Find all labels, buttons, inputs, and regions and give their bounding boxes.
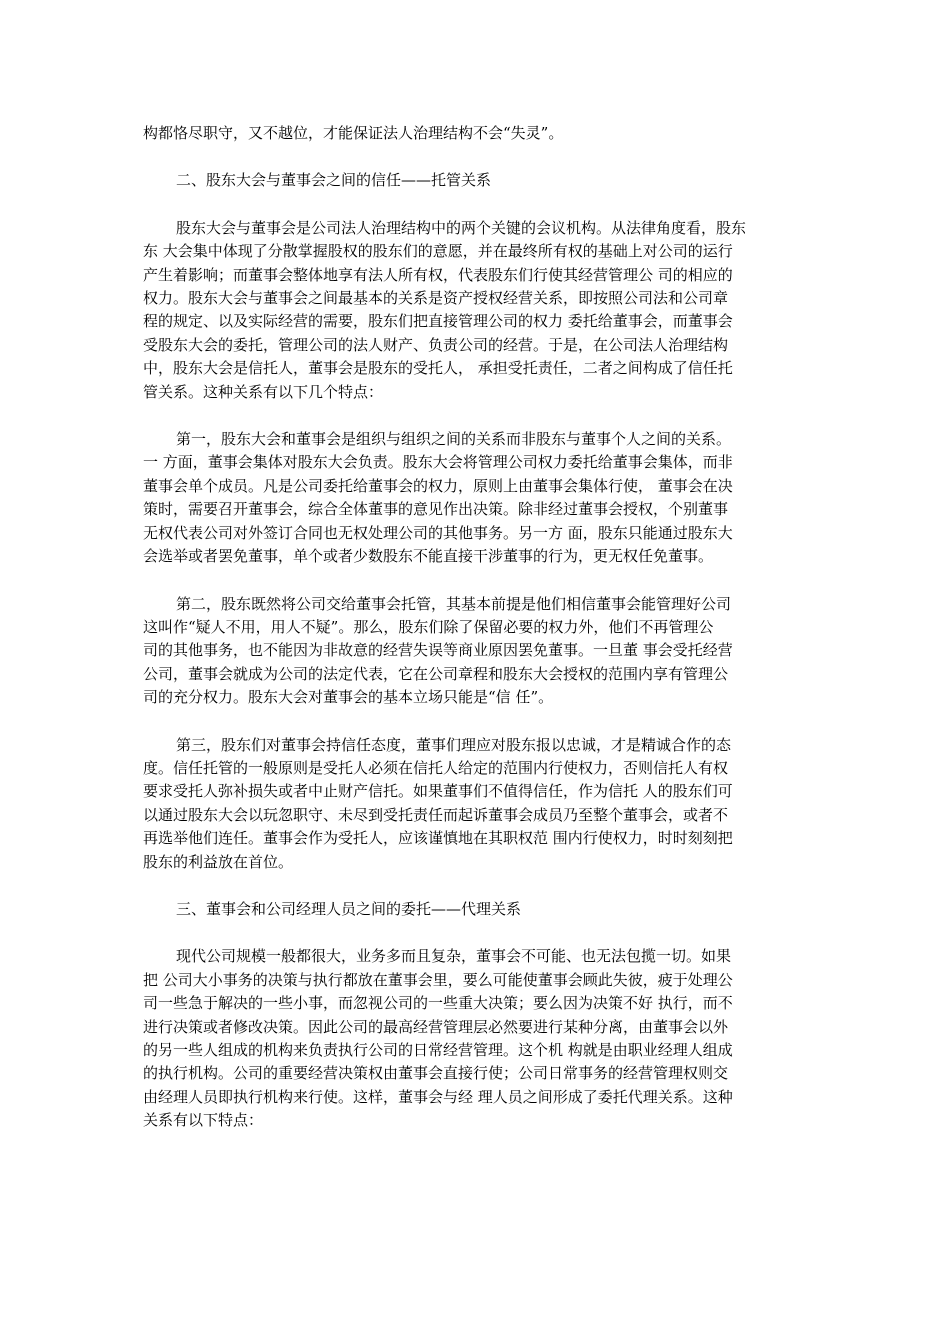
- text-line: 关系有以下特点：: [143, 1111, 264, 1130]
- text-line: 无权代表公司对外签订合同也无权处理公司的其他事务。另一方 面，股东只能通过股东大: [143, 523, 733, 542]
- text-line: 进行决策或者修改决策。因此公司的最高经营管理层必然要进行某种分离，由董事会以外: [143, 1017, 729, 1036]
- text-line: 司的充分权力。股东大会对董事会的基本立场只能是“信 任”。: [143, 688, 554, 707]
- paragraph-board-managers: [143, 945, 809, 1132]
- text-line: 中，股东大会是信托人，董事会是股东的受托人， 承担受托责任，二者之间构成了信任托: [143, 359, 733, 378]
- text-line: 权力。股东大会与董事会之间最基本的关系是资产授权经营关系，即按照公司法和公司章: [143, 289, 729, 308]
- text-line: 第二，股东既然将公司交给董事会托管，其基本前提是他们相信董事会能管理好公司: [176, 594, 732, 613]
- paragraph-third-point: [143, 734, 809, 874]
- text-line: 由经理人员即执行机构来行使。这样，董事会与经 理人员之间形成了委托代理关系。这种: [143, 1087, 733, 1106]
- text-line: 产生着影响；而董事会整体地享有法人所有权，代表股东们行使其经营管理公 司的相应的: [143, 265, 733, 284]
- text-line: 的执行机构。公司的重要经营决策权由董事会直接行使；公司日常事务的经营管理权则交: [143, 1064, 729, 1083]
- text-line: 构都恪尽职守，又不越位，才能保证法人治理结构不会“失灵”。: [143, 124, 564, 142]
- section-heading-3: [143, 898, 809, 921]
- text-line: 的另一些人组成的机构来负责执行公司的日常经营管理。这个机 构就是由职业经理人组成: [143, 1041, 733, 1059]
- text-line: 受股东大会的委托，管理公司的法人财产、负责公司的经营。于是，在公司法人治理结构: [143, 335, 729, 354]
- paragraph-continuation: [143, 122, 809, 145]
- text-line: 会选举或者罢免董事，单个或者少数股东不能直接干涉董事的行为，更无权任免董事。: [143, 547, 714, 566]
- text-line: 策时，需要召开董事会，综合全体董事的意见作出决策。除非经过董事会授权，个别董事: [143, 500, 729, 519]
- heading-text: 三、董事会和公司经理人员之间的委托——代理关系: [176, 899, 522, 918]
- text-line: 这叫作“疑人不用，用人不疑”。那么，股东们除了保留必要的权力外，他们不再管理公: [143, 617, 714, 636]
- text-line: 现代公司规模一般都很大，业务多而且复杂，董事会不可能、也无法包揽一切。如果: [176, 947, 732, 966]
- text-line: 东 大会集中体现了分散掌握股权的股东们的意愿，并在最终所有权的基础上对公司的运行: [143, 242, 733, 261]
- text-line: 把 公司大小事务的决策与执行都放在董事会里，要么可能使董事会顾此失彼，疲于处理公: [143, 970, 733, 989]
- text-line: 司的其他事务，也不能因为非故意的经营失误等商业原因罢免董事。一旦董 事会受托经营: [143, 641, 733, 660]
- text-line: 公司，董事会就成为公司的法定代表，它在公司章程和股东大会授权的范围内享有管理公: [143, 664, 729, 683]
- text-line: 一 方面，董事会集体对股东大会负责。股东大会将管理公司权力委托给董事会集体，而非: [143, 453, 733, 472]
- paragraph-first-point: [143, 428, 809, 568]
- paragraph-second-point: [143, 593, 809, 710]
- section-heading-2: [143, 169, 809, 192]
- text-line: 以通过股东大会以玩忽职守、未尽到受托责任而起诉董事会成员乃至整个董事会，或者不: [143, 805, 729, 824]
- document-page: [143, 122, 809, 1133]
- text-line: 董事会单个成员。凡是公司委托给董事会的权力，原则上由董事会集体行使， 董事会在决: [143, 476, 733, 495]
- text-line: 第三，股东们对董事会持信任态度，董事们理应对股东报以忠诚，才是精诚合作的态: [176, 735, 732, 754]
- text-line: 程的规定、以及实际经营的需要，股东们把直接管理公司的权力 委托给董事会，而董事会: [143, 312, 733, 331]
- paragraph-shareholders-board: [143, 217, 809, 404]
- text-line: 股东的利益放在首位。: [143, 852, 294, 871]
- text-line: 股东大会与董事会是公司法人治理结构中的两个关键的会议机构。从法律角度看，股东: [176, 218, 747, 237]
- text-line: 度。信任托管的一般原则是受托人必须在信托人给定的范围内行使权力，否则信托人有权: [143, 758, 729, 777]
- text-line: 司一些急于解决的一些小事，而忽视公司的一些重大决策；要么因为决策不好 执行，而不: [143, 994, 733, 1013]
- heading-text: 二、股东大会与董事会之间的信任——托管关系: [176, 171, 492, 190]
- text-line: 第一，股东大会和董事会是组织与组织之间的关系而非股东与董事个人之间的关系。: [176, 430, 732, 449]
- text-line: 要求受托人弥补损失或者中止财产信托。如果董事们不值得信任，作为信托 人的股东们可: [143, 782, 733, 801]
- text-line: 管关系。这种关系有以下几个特点：: [143, 382, 384, 401]
- text-line: 再选举他们连任。董事会作为受托人，应该谨慎地在其职权范 围内行使权力，时时刻刻把: [143, 829, 733, 848]
